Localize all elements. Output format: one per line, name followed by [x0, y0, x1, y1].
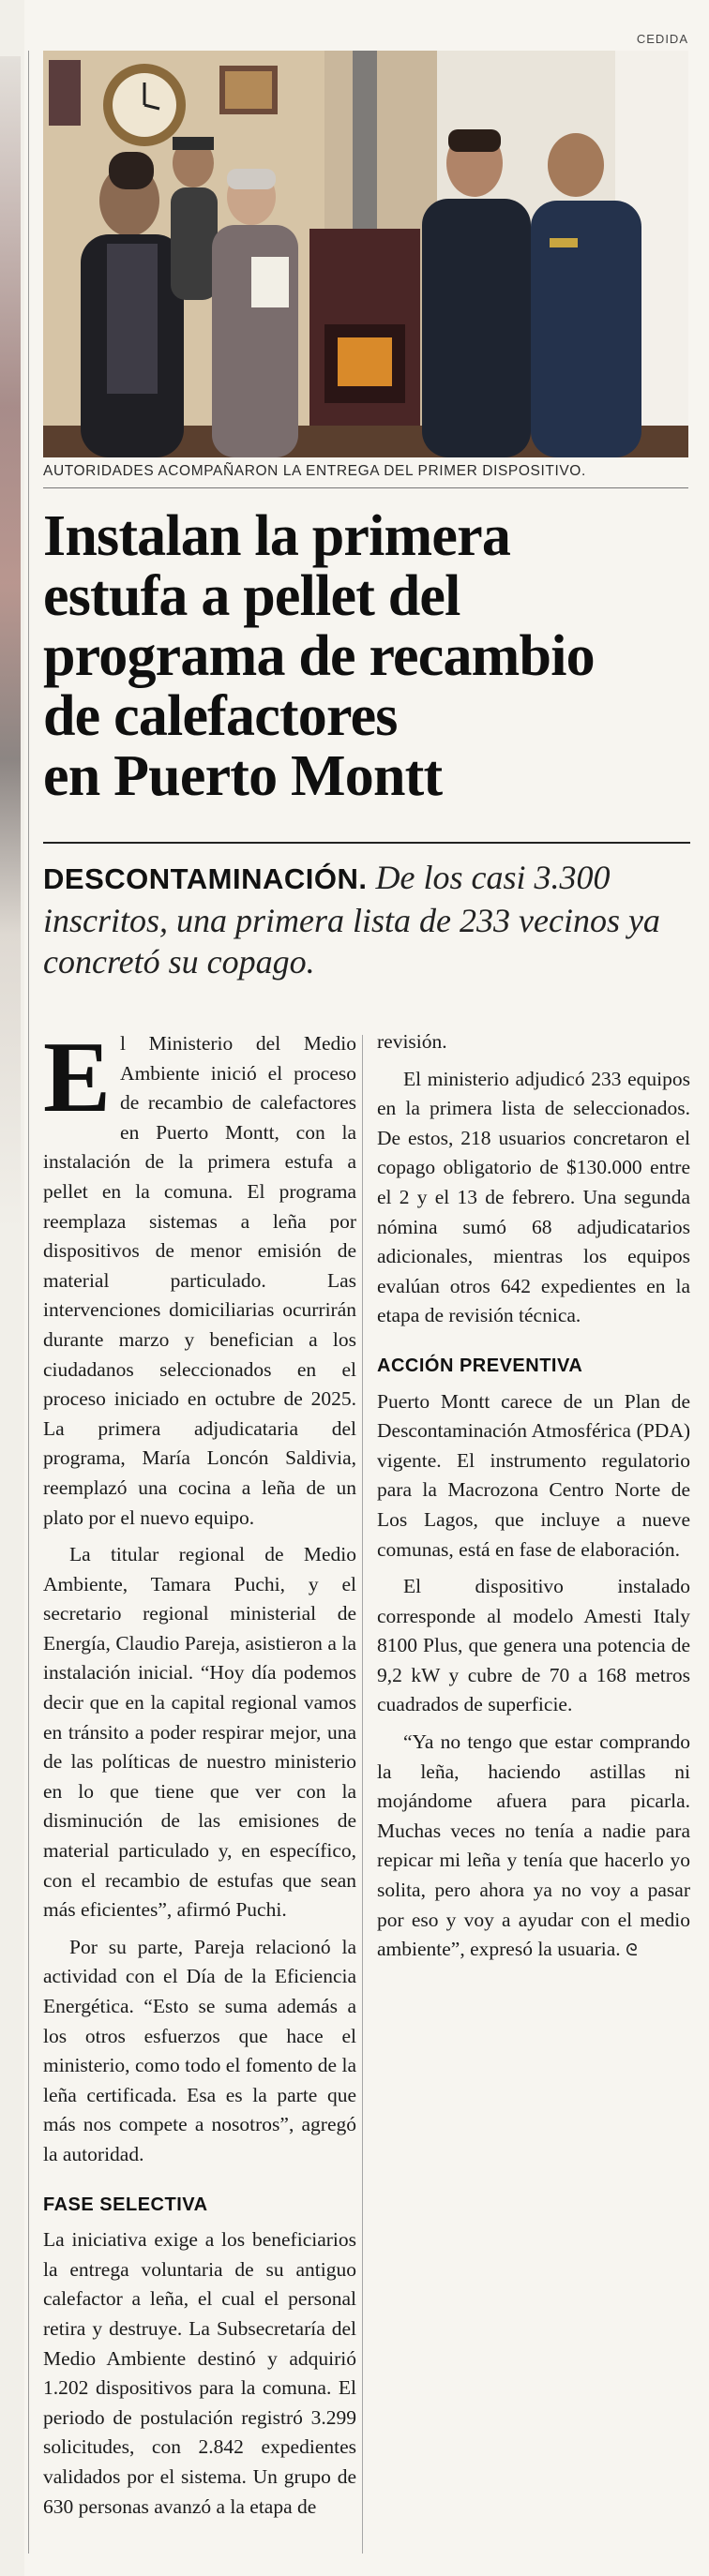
- deck-text: De los casi 3.300 inscritos, una primera lista de 233 vecinos ya concretó su copago.: [43, 859, 660, 981]
- article-paragraph: Por su parte, Pareja relacionó la actividad con el Día de la Eficiencia Energética. “Esto se suma además a los otros esfuerzos que hace el ministerio, como todo el fomento de la leña certificada. Esa es la parte que más nos compete a nosotros”, agregó la autoridad.: [43, 1935, 356, 2165]
- deck: [43, 857, 690, 982]
- article-paragraph: La titular regional de Medio Ambiente, Tamara Puchi, y el secretario regional ministerial de Energía, Claudio Pareja, asistieron a la instalación inicial. “Hoy día podemos decir que en la capital regional vamos en tránsito a poder respirar mejor, una de las políticas de nuestro ministerio en lo que tiene que ver con la disminución de las emisiones de material particulado y, en específico, con el recambio de estufas que sean más eficientes”, afirmó Puchi.: [43, 1543, 356, 1922]
- headline-line: en Puerto Montt: [43, 744, 443, 808]
- article-column-1: [43, 1022, 356, 2529]
- drop-cap: E: [43, 1022, 112, 1133]
- article-photo: [43, 51, 688, 457]
- adjacent-page-edge: [0, 0, 24, 2576]
- subhead-fase-selectiva: FASE SELECTIVA: [43, 2194, 208, 2215]
- left-column-rule: [28, 51, 29, 2554]
- photo-illustration: [43, 51, 688, 457]
- photo-credit: CEDIDA: [636, 32, 688, 46]
- article-paragraph: La iniciativa exige a los beneficiarios la entrega voluntaria de su antiguo calefactor a leña, el cual el personal retira y destruye. La Subsecretaría del Medio Ambiente destinó y adquirió 1.202 dispositivos para la comuna. El periodo de postulación registró 3.299 solicitudes, con 2.842 expedientes validados por el sistema. Un grupo de 630 personas avanzó a la etapa de: [43, 2228, 356, 2518]
- headline: [43, 506, 690, 806]
- deck-kicker: DESCONTAMINACIÓN.: [43, 862, 368, 895]
- headline-line: de calefactores: [43, 684, 398, 748]
- article-paragraph: El Ministerio del Medio Ambiente inició el proceso de recambio de calefactores en Puerto Montt, con la instalación de la primera estufa a pellet en la comuna. El programa reemplaza sistemas a leña por dispositivos de menor emisión de material particulado. Las intervenciones domiciliarias ocurrirán durante marzo y benefician a los ciudadanos seleccionados en el proceso iniciado en octubre de 2025. La primera adjudicataria del programa, María Loncón Saldivia, reemplazó una cocina a leña de un plato por el nuevo equipo.: [43, 1022, 356, 1529]
- headline-line: programa de recambio: [43, 624, 595, 688]
- headline-line: estufa a pellet del: [43, 564, 460, 628]
- article-column-2: [377, 1027, 690, 1973]
- article-paragraph-continued: revisión.: [377, 1030, 447, 1053]
- caption-rule: [43, 487, 688, 488]
- headline-line: Instalan la primera: [43, 504, 511, 568]
- article-paragraph: El dispositivo instalado corresponde al modelo Amesti Italy 8100 Plus, que genera una potencia de 9,2 kW y cubre de 70 a 168 metros cuadrados de superficie.: [377, 1575, 690, 1716]
- article-paragraph: El ministerio adjudicó 233 equipos en la primera lista de seleccionados. De estos, 218 usuarios concretaron el copago obligatorio de $130.000 entre el 2 y el 13 de febrero. Una segunda nómina sumó 68 adjudicatarios adicionales, mientras los equipos evalúan otros 642 expedientes en la etapa de revisión técnica.: [377, 1067, 690, 1327]
- subhead-accion-preventiva: ACCIÓN PREVENTIVA: [377, 1355, 583, 1376]
- article-paragraph: “Ya no tengo que estar comprando la leña, haciendo astillas ni mojándome afuera para picarla. Muchas veces no tenía a nadie para repicar mi leña y tenía que hacerlo yo solita, pero ahora ya no voy a pasar por eso y voy a ayudar con el medio ambiente”, expresó la usuaria. ᘓ: [377, 1730, 690, 1961]
- adjacent-page-image-strip: [0, 56, 21, 1228]
- column-divider: [362, 1035, 363, 2554]
- deck-rule: [43, 842, 690, 844]
- article-paragraph: Puerto Montt carece de un Plan de Descontaminación Atmosférica (PDA) vigente. El instrumento regulatorio para la Macrozona Centro Norte de Los Lagos, que incluye a nueve comunas, está en fase de elaboración.: [377, 1389, 690, 1561]
- photo-caption: AUTORIDADES ACOMPAÑARON LA ENTREGA DEL PRIMER DISPOSITIVO.: [43, 463, 586, 479]
- end-mark-icon: ᘓ: [626, 1940, 638, 1961]
